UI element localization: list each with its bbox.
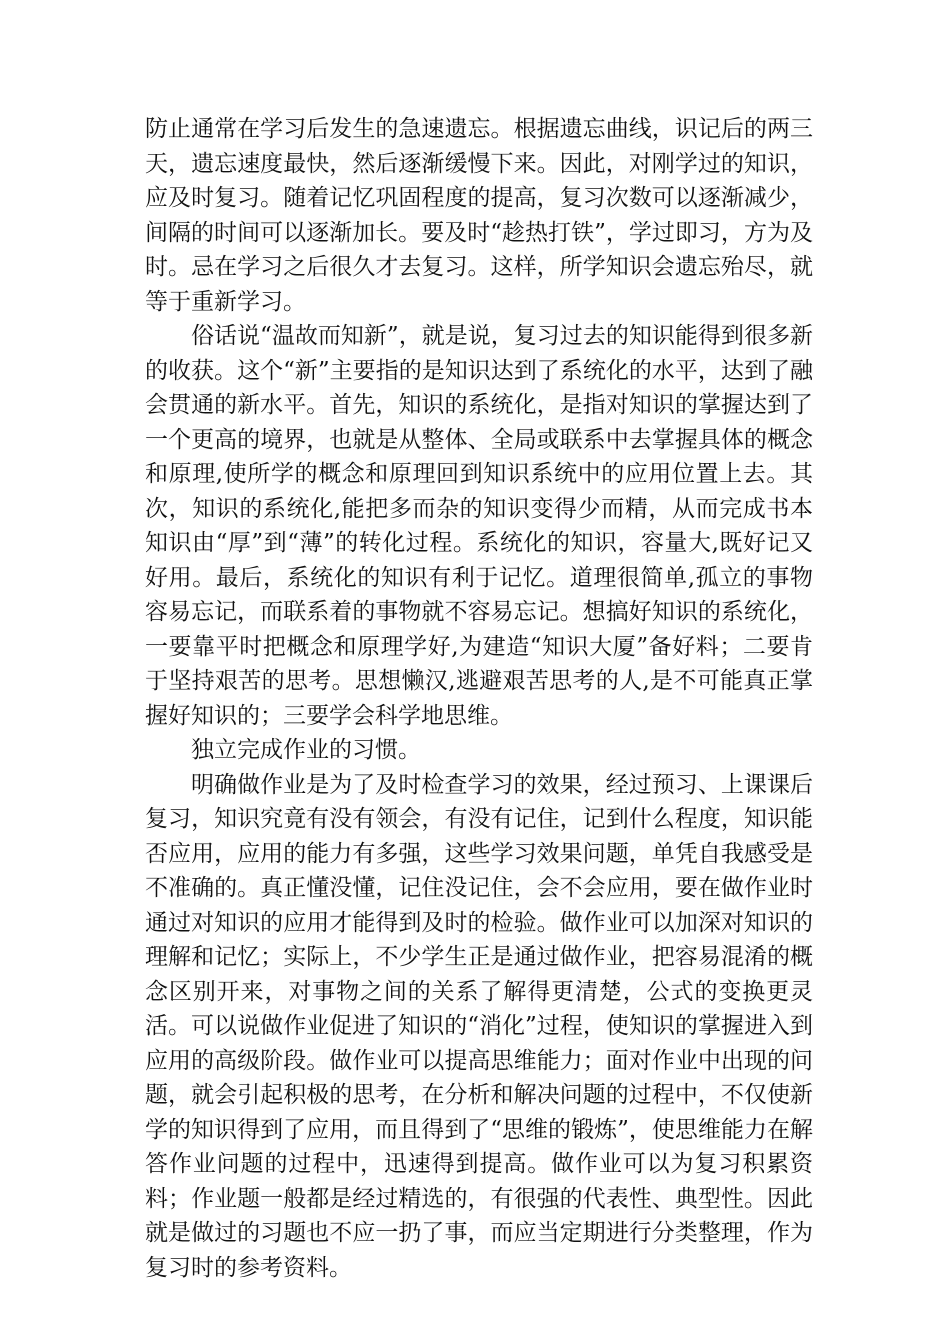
paragraph-review-new-knowledge: 俗话说“温故而知新”，就是说，复习过去的知识能得到很多新的收获。这个“新”主要指的是知识达到了系统化的水平，达到了融会贯通的新水平。首先，知识的系统化，是指对知识的掌握达到了一个更高的境界，也就是从整体、全局或联系中去掌握具体的概念和原理,使所学的概念和原理回到知识系统中的应用位置上去。其次，知识的系统化,能把多而杂的知识变得少而精，从而完成书本知识由“厚”到“薄”的转化过程。系统化的知识，容量大,既好记又好用。最后，系统化的知识有利于记忆。道理很简单,孤立的事物容易忘记，而联系着的事物就不容易忘记。想搞好知识的系统化，一要靠平时把概念和原理学好,为建造“知识大厦”备好料；二要肯于坚持艰苦的思考。思想懒汉,逃避艰苦思考的人,是不可能真正掌握好知识的；三要学会科学地思维。 [145, 323, 813, 729]
paragraph-forgetting-curve: 防止通常在学习后发生的急速遗忘。根据遗忘曲线，识记后的两三天，遗忘速度最快，然后逐渐缓慢下来。因此，对刚学过的知识，应及时复习。随着记忆巩固程度的提高，复习次数可以逐渐减少，间隔的时间可以逐渐加长。要及时“趁热打铁”，学过即习，方为及时。忌在学习之后很久才去复习。这样，所学知识会遗忘殆尽，就等于重新学习。 [145, 116, 813, 315]
body-text [145, 112, 813, 1285]
section-heading-homework-habit: 独立完成作业的习惯。 [191, 737, 421, 763]
paragraph-homework-purpose: 明确做作业是为了及时检查学习的效果，经过预习、上课课后复习，知识究竟有没有领会，有没有记住，记到什么程度，知识能否应用，应用的能力有多强，这些学习效果问题，单凭自我感受是不准确的。真正懂没懂，记住没记住，会不会应用，要在做作业时通过对知识的应用才能得到及时的检验。做作业可以加深对知识的理解和记忆；实际上，不少学生正是通过做作业，把容易混淆的概念区别开来，对事物之间的关系了解得更清楚，公式的变换更灵活。可以说做作业促进了知识的“消化”过程，使知识的掌握进入到应用的高级阶段。做作业可以提高思维能力；面对作业中出现的问题，就会引起积极的思考，在分析和解决问题的过程中，不仅使新学的知识得到了应用，而且得到了“思维的锻炼”，使思维能力在解答作业问题的过程中，迅速得到提高。做作业可以为复习积累资料；作业题一般都是经过精选的，有很强的代表性、典型性。因此就是做过的习题也不应一扔了事，而应当定期进行分类整理，作为复习时的参考资料。 [145, 771, 813, 1281]
